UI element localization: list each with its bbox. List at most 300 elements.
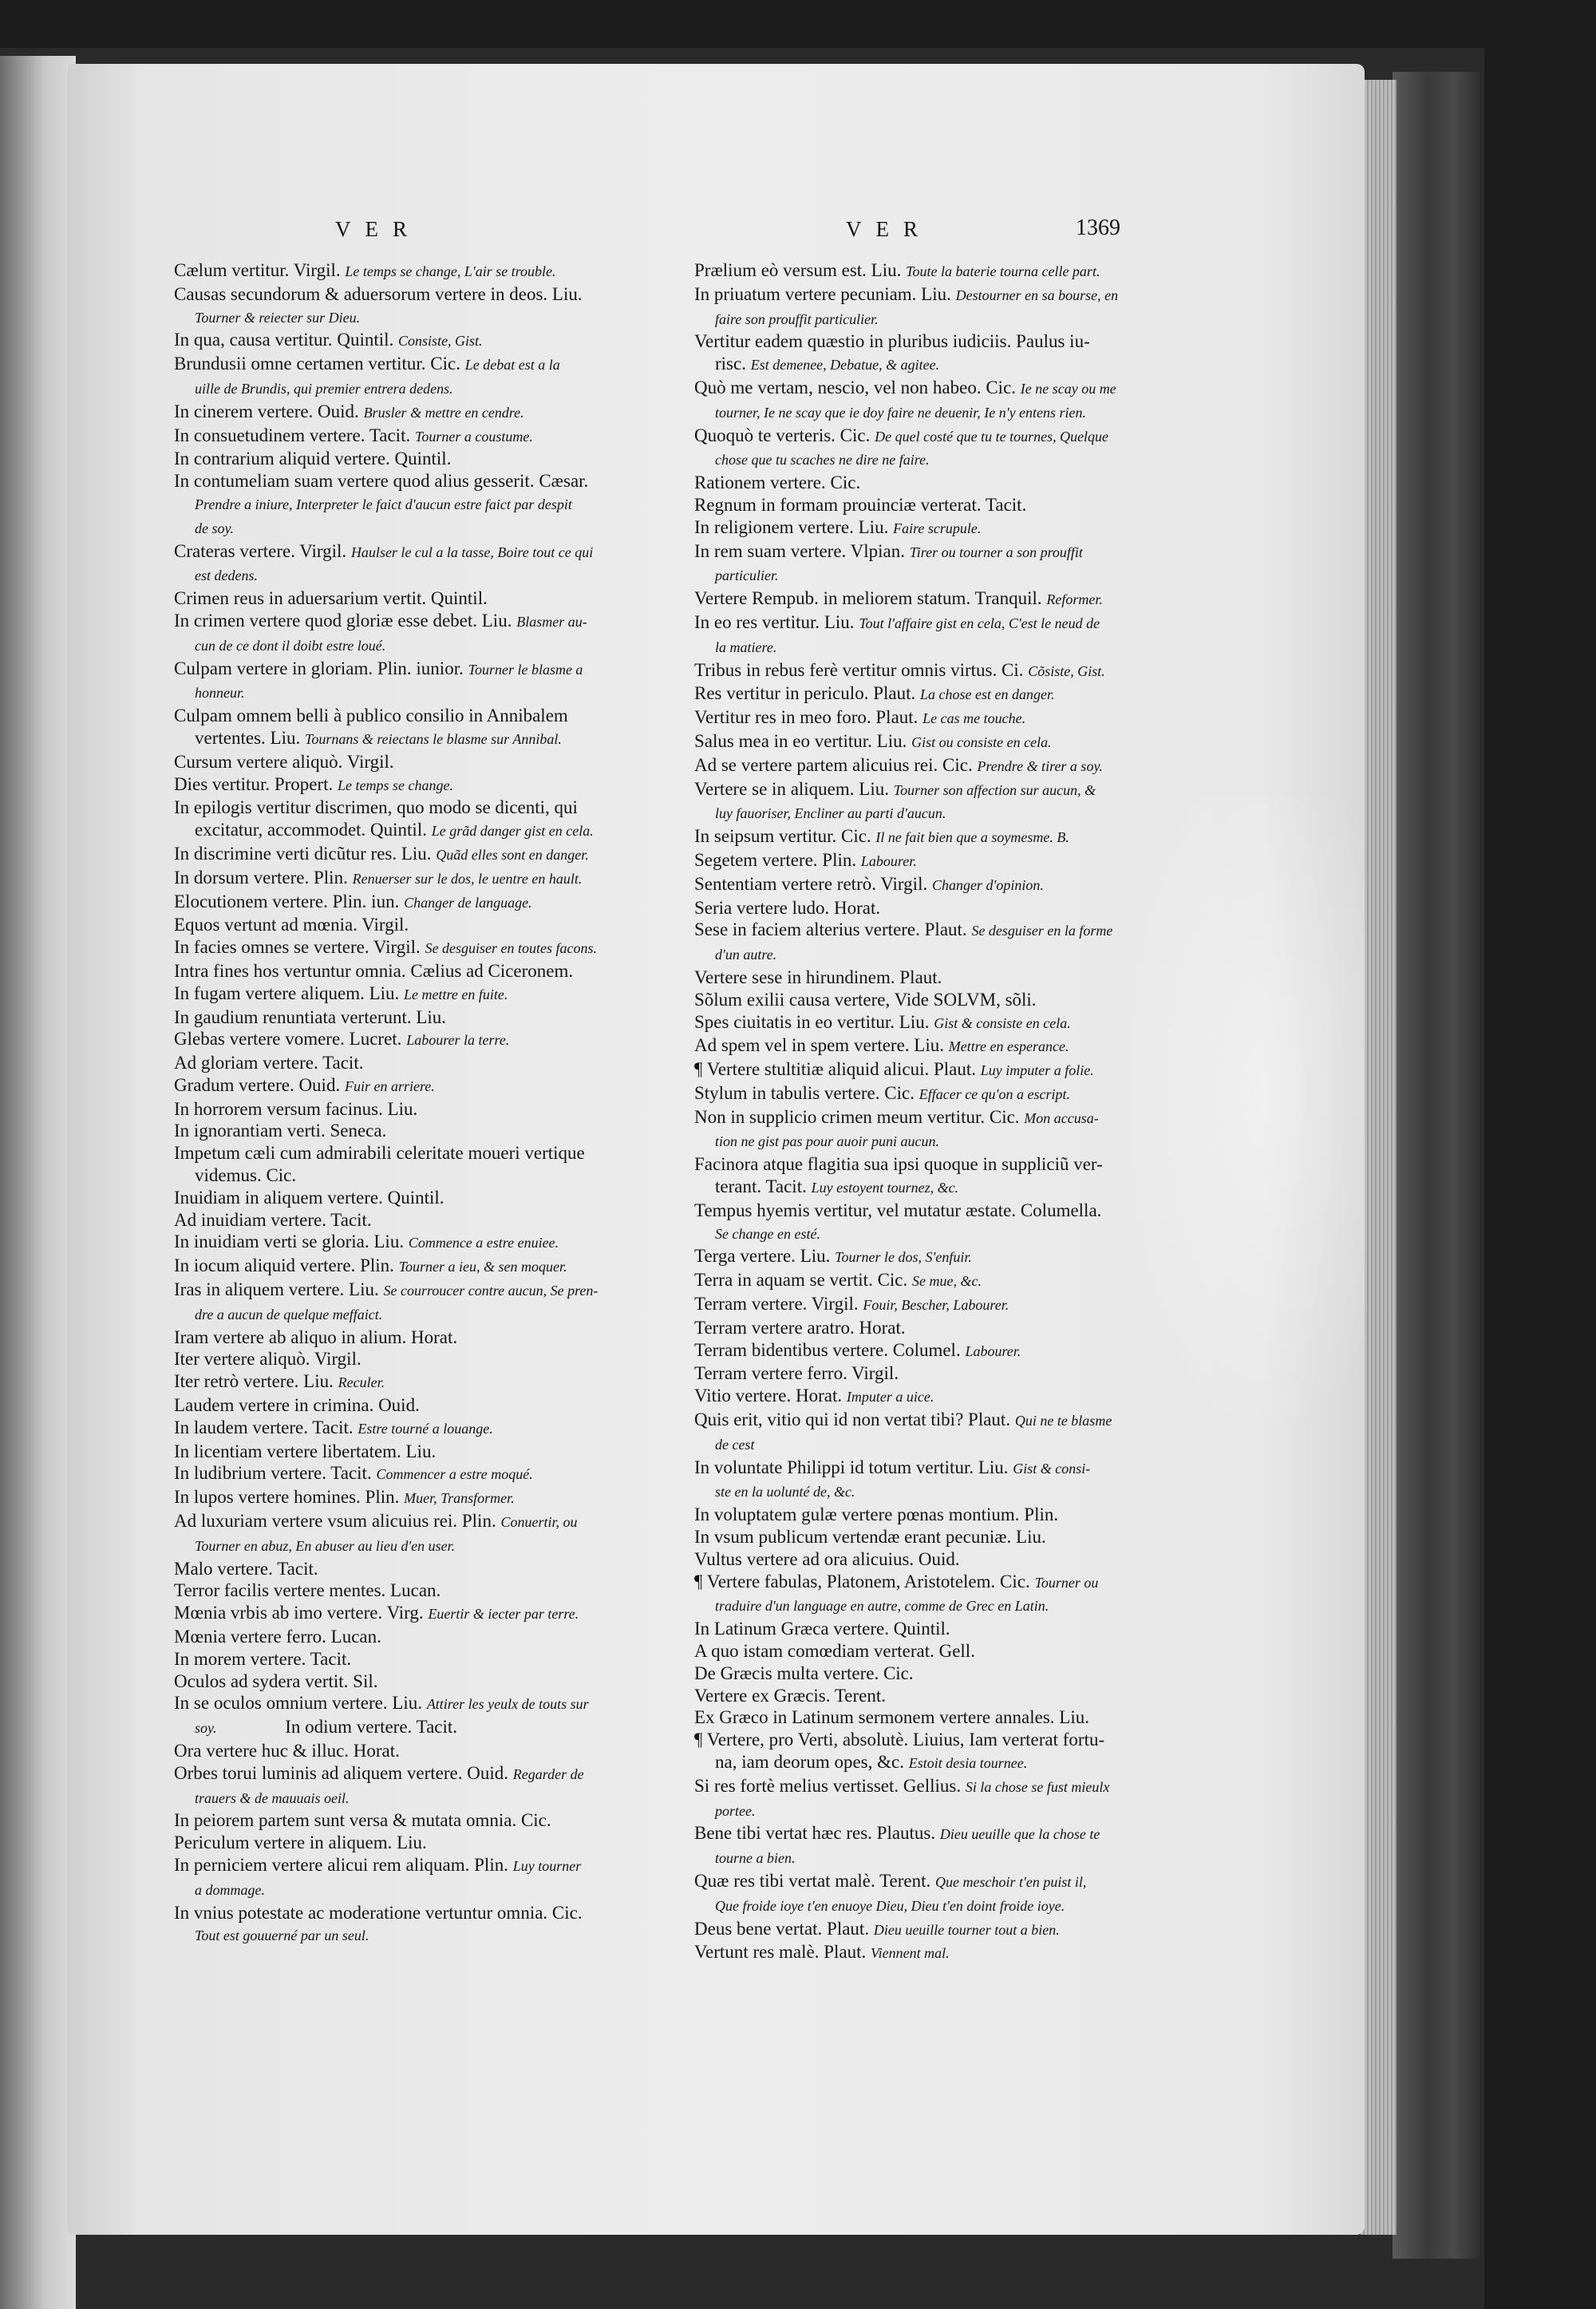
latin-text: Sõlum exilii causa vertere, Vide SOLVM, sõli.	[694, 989, 1037, 1010]
french-gloss: Estoit desia tournee.	[908, 1755, 1028, 1771]
dictionary-entry	[694, 1941, 1189, 1965]
dictionary-entry	[174, 634, 669, 658]
latin-text: Ad gloriam vertere. Tacit.	[174, 1053, 364, 1073]
latin-text: Vultus vertere ad ora alicuius. Ouid.	[694, 1548, 960, 1569]
dictionary-entry	[694, 682, 1189, 706]
french-gloss: Brusler & mettre en cendre.	[363, 404, 524, 421]
french-gloss: soy.	[195, 1720, 217, 1737]
latin-text: Cursum vertere aliquò. Virgil.	[174, 751, 394, 772]
latin-text: excitatur, accommodet. Quintil.	[195, 820, 427, 840]
dictionary-entry	[694, 1526, 1189, 1548]
dictionary-entry	[174, 1441, 669, 1463]
dictionary-entry	[694, 849, 1189, 873]
dictionary-entry	[174, 773, 669, 797]
dictionary-entry	[694, 1245, 1189, 1269]
dictionary-entry	[694, 1480, 1189, 1504]
latin-text: Tempus hyemis vertitur, vel mutatur æstate. Columella.	[694, 1200, 1102, 1220]
french-gloss: Le grãd danger gist en cela.	[431, 823, 594, 840]
french-gloss: Tourner & reiecter sur Dieu.	[195, 309, 361, 326]
latin-text: Gradum vertere. Ouid.	[174, 1074, 341, 1095]
french-gloss: Gist ou consiste en cela.	[911, 733, 1052, 750]
dictionary-entry	[174, 867, 669, 891]
latin-text: In se oculos omnium vertere. Liu.	[174, 1693, 423, 1714]
dictionary-entry	[694, 1729, 1189, 1751]
latin-text: Deus bene vertat. Plaut.	[694, 1918, 870, 1939]
latin-text: Crimen reus in aduersarium vertit. Quintil.	[174, 588, 488, 609]
dictionary-entry	[694, 801, 1189, 825]
dictionary-entry	[174, 1394, 669, 1417]
dictionary-entry	[174, 283, 669, 306]
latin-text: Iter retrò vertere. Liu.	[174, 1371, 334, 1392]
latin-text: Mœnia vrbis ab imo vertere. Virg.	[174, 1603, 424, 1623]
dictionary-entry	[174, 1370, 669, 1394]
dictionary-entry	[174, 329, 669, 353]
dictionary-entry	[174, 1417, 669, 1441]
dictionary-entry	[174, 1558, 669, 1580]
dictionary-entry	[174, 1878, 669, 1902]
dictionary-entry	[174, 1120, 669, 1142]
latin-text: Causas secundorum & aduersorum vertere in deos. Liu.	[174, 283, 583, 304]
latin-text: Vertere ex Græcis. Terent.	[694, 1685, 887, 1706]
latin-text: Prælium eò versum est. Liu.	[694, 260, 902, 280]
french-gloss: Que meschoir t'en puist il,	[935, 1873, 1087, 1890]
latin-text: Sententiam vertere retrò. Virgil.	[694, 873, 928, 894]
french-gloss: Luy estoyent tournez, &c.	[811, 1180, 959, 1196]
french-gloss: Effacer ce qu'on a escript.	[918, 1085, 1071, 1102]
french-gloss: Prendre & tirer a soy.	[977, 757, 1103, 774]
french-gloss: Blasmer au-	[516, 613, 587, 630]
dictionary-entry	[174, 1692, 669, 1716]
dictionary-entry	[174, 1626, 669, 1648]
latin-text: In fugam vertere aliquem. Liu.	[174, 983, 400, 1003]
latin-text: Tribus in rebus ferè vertitur omnis virtus. Ci.	[694, 659, 1024, 680]
french-gloss: Commencer a estre moqué.	[376, 1466, 533, 1483]
french-gloss: Se courroucer contre aucun, Se pren-	[383, 1283, 598, 1299]
right-column	[694, 259, 1189, 1965]
french-gloss: chose que tu scaches ne dire ne faire.	[715, 452, 930, 469]
french-gloss: Changer de language.	[404, 894, 532, 911]
latin-text: In vnius potestate ac moderatione vertuntur omnia. Cic.	[174, 1902, 583, 1923]
latin-text: In voluptatem gulæ vertere pœnas montium. Plin.	[694, 1504, 1059, 1525]
latin-text: Ex Græco in Latinum sermonem vertere annales. Liu.	[694, 1707, 1089, 1728]
latin-text: In licentiam vertere libertatem. Liu.	[174, 1441, 437, 1461]
latin-text: Quæ res tibi vertat malè. Terent.	[694, 1870, 931, 1891]
french-gloss: Viennent mal.	[871, 1945, 950, 1962]
french-gloss: Toute la baterie tourna celle part.	[906, 263, 1100, 279]
latin-text: In eo res vertitur. Liu.	[694, 611, 855, 632]
dictionary-entry	[174, 1231, 669, 1255]
latin-text: Seria vertere ludo. Horat.	[694, 897, 881, 918]
latin-text: Brundusii omne certamen vertitur. Cic.	[174, 354, 460, 374]
latin-text: In ignorantiam verti. Seneca.	[174, 1121, 387, 1141]
french-gloss: Attirer les yeulx de touts sur	[426, 1696, 589, 1713]
dictionary-entry	[694, 1385, 1189, 1409]
french-gloss: Tourner le dos, S'enfuir.	[835, 1249, 972, 1266]
facing-page-edge	[0, 56, 76, 2309]
latin-text: Sese in faciem alterius vertere. Plaut.	[694, 919, 967, 940]
french-gloss: Reformer.	[1046, 591, 1103, 608]
latin-text: Terror facilis vertere mentes. Lucan.	[174, 1580, 441, 1601]
french-gloss: Le debat est a la	[464, 357, 560, 374]
dictionary-entry	[694, 472, 1189, 494]
dictionary-entry	[694, 1504, 1189, 1526]
french-gloss: tion ne gist pas pour auoir puni aucun.	[715, 1133, 940, 1150]
page-edges	[1361, 80, 1396, 2235]
latin-text: In Latinum Græca vertere. Quintil.	[694, 1619, 950, 1639]
french-gloss: Luy imputer a folie.	[980, 1062, 1094, 1079]
french-gloss: Qui ne te blasme	[1014, 1413, 1112, 1429]
latin-text: Mœnia vertere ferro. Lucan.	[174, 1627, 381, 1647]
latin-text: Iter vertere aliquò. Virgil.	[174, 1349, 361, 1370]
dictionary-entry	[174, 1648, 669, 1670]
dictionary-entry	[694, 1034, 1189, 1058]
latin-text: Vertere sese in hirundinem. Plaut.	[694, 967, 942, 987]
french-gloss: Tournans & reiectans le blasme sur Annibal.	[304, 730, 562, 747]
latin-text: In epilogis vertitur discrimen, quo modo se dicenti, qui	[174, 797, 578, 818]
dictionary-entry	[174, 1762, 669, 1786]
latin-text: vertentes. Liu.	[195, 727, 301, 748]
latin-text: Quis erit, vitio qui id non vertat tibi? Plaut.	[694, 1410, 1011, 1430]
latin-text: Laudem vertere in crimina. Ouid.	[174, 1395, 420, 1416]
dictionary-entry	[694, 1222, 1189, 1246]
latin-text: Quò me vertam, nescio, vel non habeo. Cic.	[694, 377, 1017, 397]
latin-text: In horrorem versum facinus. Liu.	[174, 1098, 418, 1119]
french-gloss: Gist & consiste en cela.	[934, 1014, 1071, 1031]
french-gloss: Tout est gouuerné par un seul.	[195, 1927, 369, 1944]
latin-text: In consuetudinem vertere. Tacit.	[174, 425, 411, 445]
french-gloss: Estre tourné a louange.	[358, 1420, 493, 1437]
dictionary-entry	[694, 377, 1189, 401]
dictionary-entry	[174, 727, 669, 751]
french-gloss: Fouir, Bescher, Labourer.	[863, 1297, 1009, 1314]
latin-text: In crimen vertere quod gloriæ esse debet. Liu.	[174, 610, 512, 631]
dictionary-entry	[694, 1082, 1189, 1106]
dictionary-entry	[174, 1854, 669, 1878]
dictionary-entry	[694, 494, 1189, 516]
latin-text: Crateras vertere. Virgil.	[174, 540, 347, 561]
dictionary-entry	[174, 1279, 669, 1303]
dictionary-entry	[694, 1594, 1189, 1618]
dictionary-entry	[174, 306, 669, 330]
french-gloss: a dommage.	[195, 1881, 265, 1898]
french-gloss: Se mue, &c.	[912, 1273, 982, 1290]
french-gloss: Imputer a uice.	[846, 1389, 934, 1406]
running-head-left: VER	[335, 217, 421, 241]
french-gloss: Destourner en sa bourse, en	[955, 287, 1119, 303]
dictionary-entry	[694, 401, 1189, 425]
dictionary-entry	[694, 307, 1189, 331]
french-gloss: Consiste, Gist.	[398, 333, 483, 350]
french-gloss: Se desguiser en toutes facons.	[425, 940, 598, 957]
dictionary-entry	[174, 1740, 669, 1762]
latin-text: In morem vertere. Tacit.	[174, 1648, 352, 1669]
dictionary-entry	[174, 1670, 669, 1693]
latin-text: In religionem vertere. Liu.	[694, 516, 889, 537]
dictionary-entry	[694, 425, 1189, 449]
dictionary-entry	[694, 1799, 1189, 1823]
latin-text: In gaudium renuntiata verterunt. Liu.	[174, 1006, 447, 1027]
latin-text: Ora vertere huc & illuc. Horat.	[174, 1741, 400, 1761]
latin-text: In iocum aliquid vertere. Plin.	[174, 1255, 394, 1276]
french-gloss: luy fauoriser, Encliner au parti d'aucun.	[715, 805, 946, 822]
dictionary-entry	[174, 1534, 669, 1558]
dictionary-entry	[174, 1348, 669, 1370]
dictionary-entry	[174, 401, 669, 425]
dictionary-entry	[174, 1510, 669, 1534]
latin-text: Bene tibi vertat hæc res. Plautus.	[694, 1823, 936, 1844]
latin-text: Res vertitur in periculo. Plaut.	[694, 683, 916, 704]
dictionary-entry	[694, 778, 1189, 802]
dictionary-entry	[174, 1716, 669, 1740]
dictionary-entry	[694, 1663, 1189, 1685]
french-gloss: De quel costé que tu te tournes, Quelque	[875, 428, 1109, 445]
french-gloss: Reculer.	[338, 1374, 385, 1391]
dictionary-entry	[174, 681, 669, 705]
dictionary-entry	[694, 563, 1189, 587]
french-gloss: Se desguiser en la forme	[971, 923, 1113, 939]
dictionary-entry	[174, 1006, 669, 1029]
dictionary-entry	[694, 353, 1189, 377]
dictionary-entry	[174, 705, 669, 727]
french-gloss: Mettre en esperance.	[948, 1038, 1069, 1055]
latin-text: Iras in aliquem vertere. Liu.	[174, 1279, 379, 1300]
latin-text: Rationem vertere. Cic.	[694, 472, 861, 493]
dictionary-entry	[174, 1209, 669, 1232]
french-gloss: Dieu ueuille tourner tout a bien.	[873, 1921, 1060, 1938]
french-gloss: honneur.	[195, 685, 245, 702]
dictionary-entry	[174, 1602, 669, 1626]
latin-text: Vertitur res in meo foro. Plaut.	[694, 707, 918, 728]
dictionary-entry	[174, 1164, 669, 1187]
latin-text: ¶ Vertere fabulas, Platonem, Aristotelem. Cic.	[694, 1571, 1030, 1591]
french-gloss: Muer, Transformer.	[404, 1490, 515, 1507]
french-gloss: La chose est en danger.	[919, 686, 1055, 703]
dictionary-entry	[694, 659, 1189, 683]
dictionary-entry	[694, 1362, 1189, 1385]
dictionary-entry	[694, 1409, 1189, 1433]
french-gloss: Le temps se change, L'air se trouble.	[345, 263, 556, 279]
latin-text: Facinora atque flagitia sua ipsi quoque in suppliciũ ver-	[694, 1154, 1103, 1175]
dictionary-entry	[174, 1098, 669, 1121]
latin-text: Regnum in formam prouinciæ verterat. Tacit.	[694, 494, 1027, 515]
dictionary-entry	[174, 1786, 669, 1810]
dictionary-entry	[174, 1832, 669, 1854]
dictionary-entry	[694, 989, 1189, 1011]
dictionary-entry	[694, 897, 1189, 919]
dictionary-entry	[694, 919, 1189, 943]
french-gloss: uille de Brundis, qui premier entrera dedens.	[195, 380, 453, 397]
french-gloss: Tourner a ieu, & sen moquer.	[398, 1259, 567, 1275]
dictionary-entry	[174, 377, 669, 401]
latin-text: Oculos ad sydera vertit. Sil.	[174, 1670, 378, 1691]
dictionary-entry	[174, 843, 669, 867]
dictionary-entry	[694, 1293, 1189, 1317]
french-gloss: cun de ce dont il doibt estre loué.	[195, 637, 386, 654]
french-gloss: Tout l'affaire gist en cela, C'est le neud de	[859, 615, 1100, 631]
french-gloss: Le mettre en fuite.	[404, 986, 508, 1002]
latin-text: Terram vertere. Virgil.	[694, 1294, 859, 1315]
latin-text: In contrarium aliquid vertere. Quintil.	[174, 449, 452, 469]
dictionary-entry	[694, 611, 1189, 635]
latin-text: Vertunt res malè. Plaut.	[694, 1942, 867, 1963]
latin-text: Vertere se in aliquem. Liu.	[694, 778, 889, 799]
latin-text: In facies omnes se vertere. Virgil.	[174, 937, 421, 958]
latin-text: Vitio vertere. Horat.	[694, 1386, 843, 1406]
latin-text: In odium vertere. Tacit.	[285, 1717, 458, 1738]
french-gloss: Tourner ou	[1034, 1574, 1099, 1591]
dictionary-entry	[694, 754, 1189, 778]
french-gloss: Labourer la terre.	[406, 1032, 510, 1049]
latin-text: Malo vertere. Tacit.	[174, 1558, 318, 1579]
french-gloss: Ie ne scay ou me	[1020, 380, 1116, 397]
french-gloss: Est demenee, Debatue, & agitee.	[750, 357, 940, 374]
dictionary-entry	[694, 1618, 1189, 1640]
french-gloss: particulier.	[715, 567, 779, 584]
latin-text: Ad luxuriam vertere vsum alicuius rei. Plin.	[174, 1511, 496, 1532]
dictionary-entry	[174, 1486, 669, 1510]
french-gloss: Quãd elles sont en danger.	[436, 846, 589, 863]
dictionary-entry	[694, 967, 1189, 989]
latin-text: Culpam vertere in gloriam. Plin. iunior.	[174, 658, 464, 678]
dictionary-entry	[174, 610, 669, 634]
french-gloss: portee.	[715, 1802, 756, 1819]
french-gloss: Le temps se change.	[338, 777, 454, 793]
latin-text: Vertere Rempub. in meliorem statum. Tranquil.	[694, 588, 1042, 609]
dictionary-entry	[694, 1751, 1189, 1775]
dictionary-entry	[174, 960, 669, 983]
latin-text: In discrimine verti dicũtur res. Liu.	[174, 843, 432, 864]
latin-text: In rem suam vertere. Vlpian.	[694, 540, 905, 561]
dictionary-entry	[174, 425, 669, 449]
dictionary-entry	[174, 1255, 669, 1279]
french-gloss: Regarder de	[512, 1765, 584, 1782]
latin-text: Terram bidentibus vertere. Columel.	[694, 1339, 961, 1360]
dictionary-entry	[694, 1685, 1189, 1707]
latin-text: Culpam omnem belli à publico consilio in Annibalem	[174, 706, 568, 726]
dictionary-entry	[694, 706, 1189, 730]
latin-text: Ad inuidiam vertere. Tacit.	[174, 1209, 372, 1230]
latin-text: Equos vertunt ad mœnia. Virgil.	[174, 915, 409, 935]
dictionary-entry	[174, 891, 669, 915]
dictionary-entry	[174, 1902, 669, 1924]
dictionary-entry	[694, 587, 1189, 611]
french-gloss: Si la chose se fust mieulx	[965, 1778, 1110, 1795]
latin-text: Si res fortè melius vertisset. Gellius.	[694, 1775, 962, 1796]
page-number: 1369	[1076, 215, 1120, 240]
latin-text: ¶ Vertere, pro Verti, absolutè. Liuius, Iam verterat fortu-	[694, 1730, 1105, 1750]
latin-text: In peiorem partem sunt versa & mutata omnia. Cic.	[174, 1810, 551, 1831]
latin-text: Inuidiam in aliquem vertere. Quintil.	[174, 1187, 444, 1208]
french-gloss: Conuertir, ou	[500, 1514, 578, 1531]
latin-text: videmus. Cic.	[195, 1165, 297, 1186]
dictionary-entry	[694, 540, 1189, 564]
dictionary-entry	[694, 635, 1189, 659]
dictionary-entry	[174, 259, 669, 283]
dictionary-entry	[694, 1433, 1189, 1457]
dictionary-entry	[694, 873, 1189, 897]
latin-text: Cælum vertitur. Virgil.	[174, 260, 341, 280]
dictionary-entry	[694, 259, 1189, 283]
dictionary-entry	[694, 730, 1189, 754]
dictionary-entry	[694, 1011, 1189, 1035]
french-gloss: Gist & consi-	[1013, 1460, 1091, 1477]
french-gloss: Dieu ueuille que la chose te	[939, 1826, 1100, 1843]
dictionary-entry	[694, 1339, 1189, 1363]
latin-text: In dorsum vertere. Plin.	[174, 867, 348, 888]
french-gloss: tourne a bien.	[715, 1850, 796, 1867]
dictionary-entry	[694, 1176, 1189, 1200]
dictionary-entry	[694, 1894, 1189, 1918]
french-gloss: Labourer.	[965, 1342, 1021, 1359]
french-gloss: Faire scrupule.	[893, 520, 982, 536]
latin-text: Elocutionem vertere. Plin. iun.	[174, 891, 400, 911]
french-gloss: Commence a estre enuiee.	[408, 1235, 559, 1251]
french-gloss: Renuerser sur le dos, le uentre en hault.	[352, 870, 583, 887]
dictionary-entry	[694, 330, 1189, 353]
latin-text: In priuatum vertere pecuniam. Liu.	[694, 283, 951, 304]
latin-text: risc.	[715, 354, 746, 374]
french-gloss: d'un autre.	[715, 947, 777, 963]
latin-text: Terga vertere. Liu.	[694, 1246, 831, 1267]
dictionary-entry	[694, 1129, 1189, 1153]
french-gloss: Il ne fait bien que a soymesme. B.	[875, 829, 1069, 846]
dictionary-entry	[694, 1200, 1189, 1222]
french-gloss: de cest	[715, 1436, 755, 1453]
latin-text: Terram vertere ferro. Virgil.	[694, 1363, 899, 1384]
dictionary-entry	[174, 1052, 669, 1074]
dictionary-entry	[694, 1548, 1189, 1571]
latin-text: In vsum publicum vertendæ erant pecuniæ. Liu.	[694, 1527, 1046, 1548]
dictionary-entry	[174, 516, 669, 540]
dictionary-entry	[174, 797, 669, 819]
latin-text: Impetum cæli cum admirabili celeritate moueri vertique	[174, 1143, 585, 1164]
dictionary-entry	[174, 540, 669, 564]
dictionary-entry	[174, 658, 669, 682]
latin-text: Dies vertitur. Propert.	[174, 773, 334, 794]
latin-text: Ad se vertere partem alicuius rei. Cic.	[694, 754, 973, 775]
french-gloss: Le cas me touche.	[922, 710, 1026, 727]
dictionary-entry	[174, 936, 669, 960]
french-gloss: de soy.	[195, 520, 234, 536]
dictionary-entry	[174, 819, 669, 843]
dictionary-entry	[174, 353, 669, 377]
french-gloss: trauers & de mauuais oeil.	[195, 1789, 350, 1806]
dictionary-entry	[694, 1457, 1189, 1481]
dictionary-entry	[174, 1303, 669, 1326]
french-gloss: Que froide ioye t'en enuoye Dieu, Dieu t'en doint froide ioye.	[715, 1897, 1065, 1914]
dictionary-entry	[174, 1074, 669, 1098]
dictionary-entry	[174, 1924, 669, 1947]
dictionary-entry	[174, 1142, 669, 1164]
dictionary-entry	[694, 825, 1189, 849]
french-gloss: Tourner a coustume.	[414, 428, 533, 445]
latin-text: Terram vertere aratro. Horat.	[694, 1317, 906, 1338]
latin-text: Periculum vertere in aliquem. Liu.	[174, 1833, 427, 1853]
dictionary-entry	[174, 983, 669, 1006]
latin-text: Salus mea in eo vertitur. Liu.	[694, 730, 907, 751]
latin-text: Terra in aquam se vertit. Cic.	[694, 1270, 908, 1291]
dictionary-entry	[694, 1269, 1189, 1293]
dictionary-entry	[174, 470, 669, 492]
latin-text: Iram vertere ab aliquo in alium. Horat.	[174, 1326, 458, 1347]
latin-text: Orbes torui luminis ad aliquem vertere. Ouid.	[174, 1762, 509, 1783]
dictionary-entry	[174, 448, 669, 470]
latin-text: In contumeliam suam vertere quod alius gesserit. Cæsar.	[174, 471, 589, 492]
french-gloss: Labourer.	[860, 852, 917, 869]
french-gloss: Tourner en abuz, En abuser au lieu d'en user.	[195, 1537, 456, 1554]
latin-text: Segetem vertere. Plin.	[694, 849, 857, 870]
latin-text: Spes ciuitatis in eo vertitur. Liu.	[694, 1011, 930, 1032]
